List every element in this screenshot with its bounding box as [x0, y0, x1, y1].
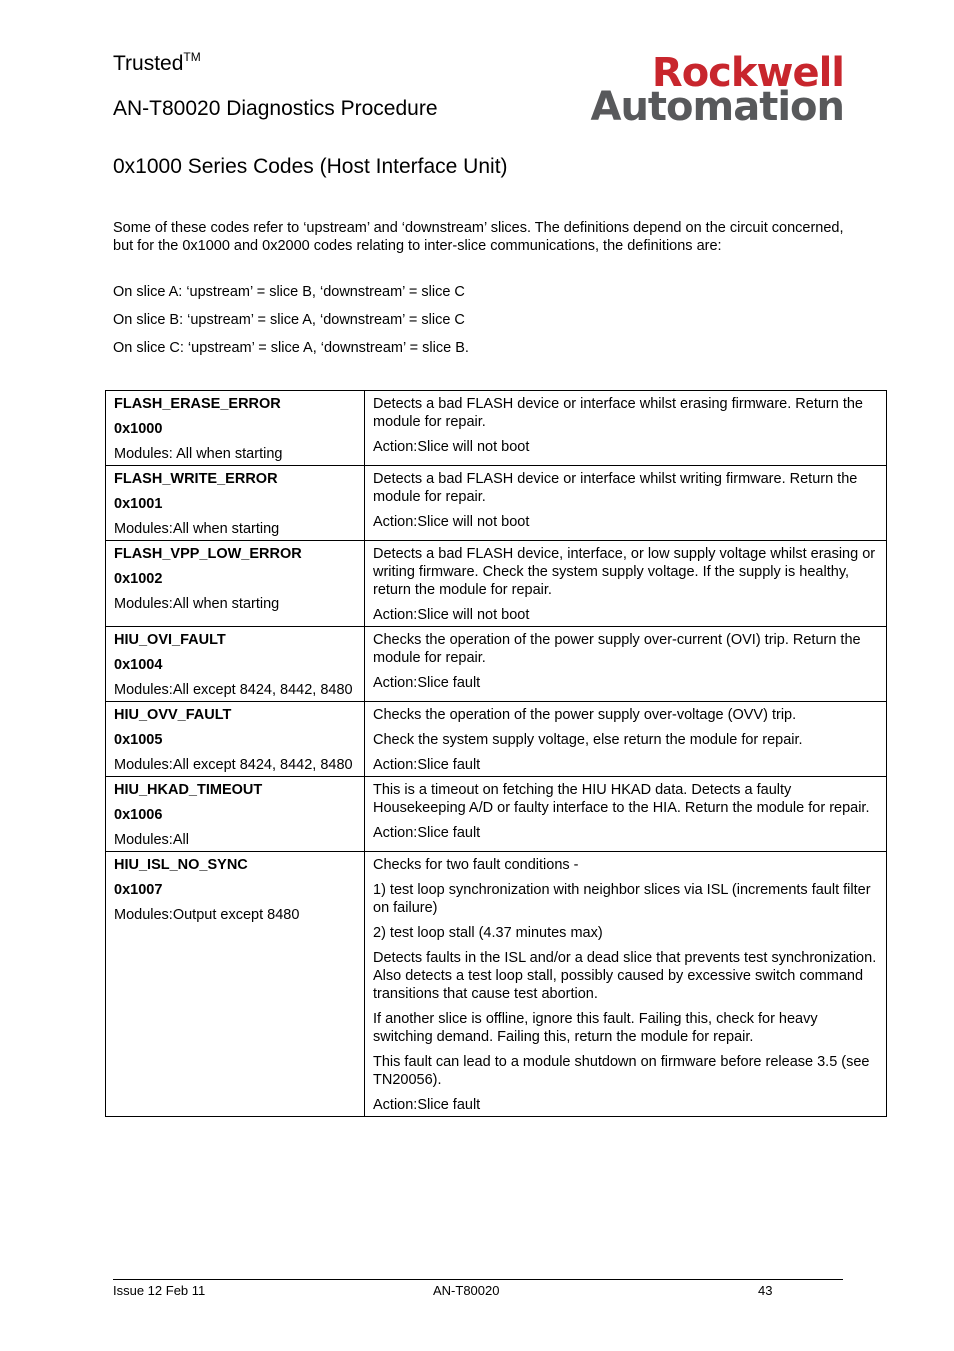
- error-code-row: [106, 852, 887, 1117]
- description-paragraph: Detects a bad FLASH device, interface, or low supply voltage whilst erasing or writing firmware. Check the system supply voltage. If the supply is healthy, return the module for repair.: [373, 546, 876, 598]
- description-paragraph: Checks for two fault conditions -: [373, 857, 579, 873]
- error-name: HIU_ISL_NO_SYNC: [114, 857, 248, 873]
- error-name: HIU_HKAD_TIMEOUT: [114, 782, 263, 798]
- description-paragraph: Checks the operation of the power supply over-current (OVI) trip. Return the module for repair.: [373, 632, 861, 666]
- description-paragraph: Checks the operation of the power supply over-voltage (OVV) trip.: [373, 707, 797, 723]
- error-name-line: [114, 856, 356, 874]
- error-codes-body: [106, 391, 887, 1117]
- error-name-line: [114, 706, 356, 724]
- error-modules: Modules:All except 8424, 8442, 8480: [114, 682, 353, 698]
- error-name-line: [114, 631, 356, 649]
- description-paragraph: Check the system supply voltage, else return the module for repair.: [373, 732, 803, 748]
- error-code-id-cell: [106, 777, 365, 852]
- error-code-id-cell: [106, 391, 365, 466]
- slice-a-definition: On slice A: ‘upstream’ = slice B, ‘downstream’ = slice C: [113, 284, 465, 300]
- description-paragraph: 2) test loop stall (4.37 minutes max): [373, 925, 603, 941]
- error-code-row: [106, 466, 887, 541]
- error-description-cell: [365, 627, 887, 702]
- error-code-id-cell: [106, 852, 365, 1117]
- error-hex-code-line: [114, 806, 356, 824]
- error-hex-code: 0x1006: [114, 807, 163, 823]
- error-code-id-cell: [106, 627, 365, 702]
- error-name-line: [114, 781, 356, 799]
- error-code-row: [106, 777, 887, 852]
- error-hex-code: 0x1004: [114, 657, 163, 673]
- error-name: HIU_OVV_FAULT: [114, 707, 232, 723]
- brand-title: [113, 52, 201, 76]
- error-modules: Modules:All when starting: [114, 521, 280, 537]
- error-hex-code-line: [114, 731, 356, 749]
- error-hex-code: 0x1007: [114, 882, 163, 898]
- description-paragraph: Action:Slice will not boot: [373, 607, 530, 623]
- error-name-line: [114, 395, 356, 413]
- logo-line2: Automation: [590, 84, 844, 130]
- error-description-cell: [365, 702, 887, 777]
- description-paragraph: If another slice is offline, ignore this fault. Failing this, check for heavy switching demand. Failing this, return the module for repair.: [373, 1011, 818, 1045]
- error-description-cell: [365, 391, 887, 466]
- error-description-cell: [365, 852, 887, 1117]
- description-paragraph: This is a timeout on fetching the HIU HKAD data. Detects a faulty Housekeeping A/D or faulty interface to the HIA. Return the module for repair.: [373, 782, 870, 816]
- error-name: HIU_OVI_FAULT: [114, 632, 226, 648]
- description-paragraph: Action:Slice will not boot: [373, 439, 530, 455]
- footer-page-number: 43: [758, 1283, 773, 1298]
- error-code-id-cell: [106, 702, 365, 777]
- description-paragraph: Detects a bad FLASH device or interface whilst erasing firmware. Return the module for repair.: [373, 396, 863, 430]
- footer-doc-id: AN-T80020: [433, 1283, 500, 1298]
- error-hex-code: 0x1001: [114, 496, 163, 512]
- error-code-id-cell: [106, 466, 365, 541]
- footer-divider: [113, 1279, 843, 1280]
- description-paragraph: Action:Slice fault: [373, 1097, 481, 1113]
- error-name: FLASH_ERASE_ERROR: [114, 396, 281, 412]
- error-code-row: [106, 541, 887, 627]
- error-hex-code: 0x1002: [114, 571, 163, 587]
- description-paragraph: Action:Slice will not boot: [373, 514, 530, 530]
- error-name: FLASH_WRITE_ERROR: [114, 471, 278, 487]
- error-code-row: [106, 627, 887, 702]
- error-modules: Modules:All: [114, 832, 189, 848]
- error-code-row: [106, 391, 887, 466]
- error-hex-code-line: [114, 420, 356, 438]
- error-code-row: [106, 702, 887, 777]
- error-hex-code: 0x1000: [114, 421, 163, 437]
- slice-c-definition: On slice C: ‘upstream’ = slice A, ‘downstream’ = slice B.: [113, 340, 469, 356]
- error-hex-code-line: [114, 495, 356, 513]
- error-codes-table: [105, 390, 887, 1117]
- logo-line1: Rockwell: [651, 50, 844, 96]
- rockwell-automation-logo: [586, 50, 844, 130]
- error-name-line: [114, 545, 356, 563]
- description-paragraph: 1) test loop synchronization with neighbor slices via ISL (increments fault filter on failure): [373, 882, 871, 916]
- intro-paragraph: Some of these codes refer to ‘upstream’ and ‘downstream’ slices. The definitions depend on the circuit concerned, but for the 0x1000 and 0x2000 codes relating to inter-slice communications, the definitions are:: [113, 220, 844, 254]
- description-paragraph: This fault can lead to a module shutdown on firmware before release 3.5 (see TN20056).: [373, 1054, 870, 1088]
- error-hex-code: 0x1005: [114, 732, 163, 748]
- error-description-cell: [365, 466, 887, 541]
- document-title: AN-T80020 Diagnostics Procedure: [113, 97, 438, 120]
- description-paragraph: Detects a bad FLASH device or interface whilst writing firmware. Return the module for repair.: [373, 471, 858, 505]
- error-name-line: [114, 470, 356, 488]
- footer-issue: Issue 12 Feb 11: [113, 1283, 206, 1298]
- brand-name: Trusted: [113, 52, 184, 75]
- error-modules: Modules:All when starting: [114, 596, 280, 612]
- error-modules: Modules:All except 8424, 8442, 8480: [114, 757, 353, 773]
- description-paragraph: Detects faults in the ISL and/or a dead slice that prevents test synchronization. Also detects a test loop stall, possibly caused by excessive switch command transitions that cause test abortion.: [373, 950, 877, 1002]
- error-description-cell: [365, 541, 887, 627]
- error-modules: Modules: All when starting: [114, 446, 283, 462]
- error-code-id-cell: [106, 541, 365, 627]
- error-hex-code-line: [114, 656, 356, 674]
- description-paragraph: Action:Slice fault: [373, 675, 481, 691]
- description-paragraph: Action:Slice fault: [373, 825, 481, 841]
- section-title: 0x1000 Series Codes (Host Interface Unit): [113, 155, 508, 178]
- error-name: FLASH_VPP_LOW_ERROR: [114, 546, 302, 562]
- slice-b-definition: On slice B: ‘upstream’ = slice A, ‘downstream’ = slice C: [113, 312, 465, 328]
- error-hex-code-line: [114, 881, 356, 899]
- error-modules: Modules:Output except 8480: [114, 907, 300, 923]
- description-paragraph: Action:Slice fault: [373, 757, 481, 773]
- error-hex-code-line: [114, 570, 356, 588]
- trademark-sup: TM: [183, 50, 201, 64]
- error-description-cell: [365, 777, 887, 852]
